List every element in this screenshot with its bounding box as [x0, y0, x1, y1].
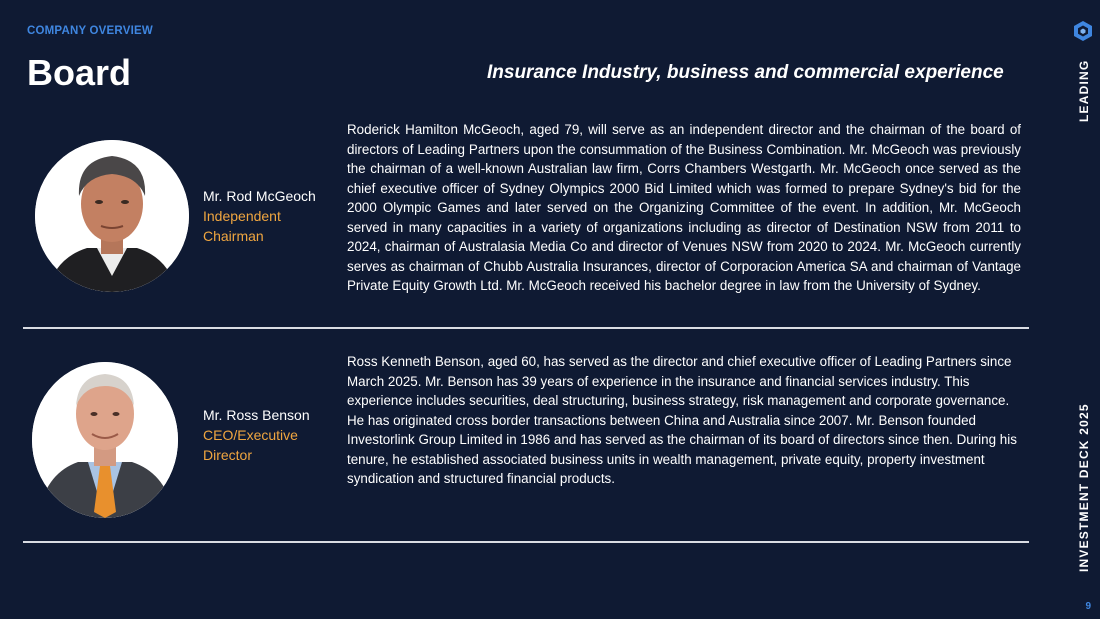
- portrait-ross-benson: [32, 362, 178, 518]
- board-member-name: Mr. Ross Benson: [203, 407, 310, 423]
- page-subtitle: Insurance Industry, business and commercial experience: [487, 62, 1004, 83]
- page-title: Board: [27, 52, 132, 93]
- section-label: COMPANY OVERVIEW: [27, 25, 153, 37]
- page-number: 9: [1085, 601, 1091, 612]
- role-line: Director: [203, 446, 253, 463]
- portrait-rod-mcgeoch: [35, 140, 189, 292]
- role-line: Chairman: [203, 227, 264, 244]
- brand-vertical-label: LEADING: [1077, 59, 1091, 122]
- board-member-bio: Ross Kenneth Benson, aged 60, has served as the director and chief executive officer of Leading Partners since March 2025. Mr. Benson has 39 years of experience in the insurance and financial services industry. This experience includes securities, deal structuring, business strategy, risk management and corporate governance. He has originated cross border transactions between China and Australia since 2007. Mr. Benson founded Investorlink Group Limited in 1986 and has served as the chairman of its board of directors since then. During his tenure, he established associated business units in wealth management, private equity, property investment syndication and structured financial products.: [347, 354, 1017, 486]
- board-member-role: [203, 426, 323, 465]
- deck-vertical-label: INVESTMENT DECK 2025: [1077, 403, 1091, 572]
- board-member-role: [203, 207, 323, 246]
- board-member-name: Mr. Rod McGeoch: [203, 188, 316, 204]
- role-line: Independent: [203, 208, 281, 224]
- role-line: CEO/Executive: [203, 427, 298, 443]
- section-divider: [23, 541, 1029, 543]
- board-member-bio: Roderick Hamilton McGeoch, aged 79, will serve as an independent director and the chairman of the board of directors of Leading Partners upon the consummation of the Business Combination. Mr. McGeoch was previously the chairman of a well-known Australian law firm, Corrs Chambers Westgarth. Mr. McGeoch once served as the chief executive officer of Sydney Olympics 2000 Bid Limited which was formed to prepare Sydney's bid for the 2000 Olympic Games and later served on the Organizing Committee of the event. In addition, Mr. McGeoch served in many capacities in a variety of organizations including as director of Destination NSW from 2011 to 2024, chairman of Australasia Media Co and director of Venues NSW from 2020 to 2024. Mr. McGeoch currently serves as chairman of Chubb Australia Insurances, director of Corporacion America SA and chairman of Vantage Private Equity Growth Ltd. Mr. McGeoch received his bachelor degree in law from the University of Sydney.: [347, 122, 1021, 293]
- section-divider: [23, 327, 1029, 329]
- hexagon-logo-icon: [1073, 20, 1093, 42]
